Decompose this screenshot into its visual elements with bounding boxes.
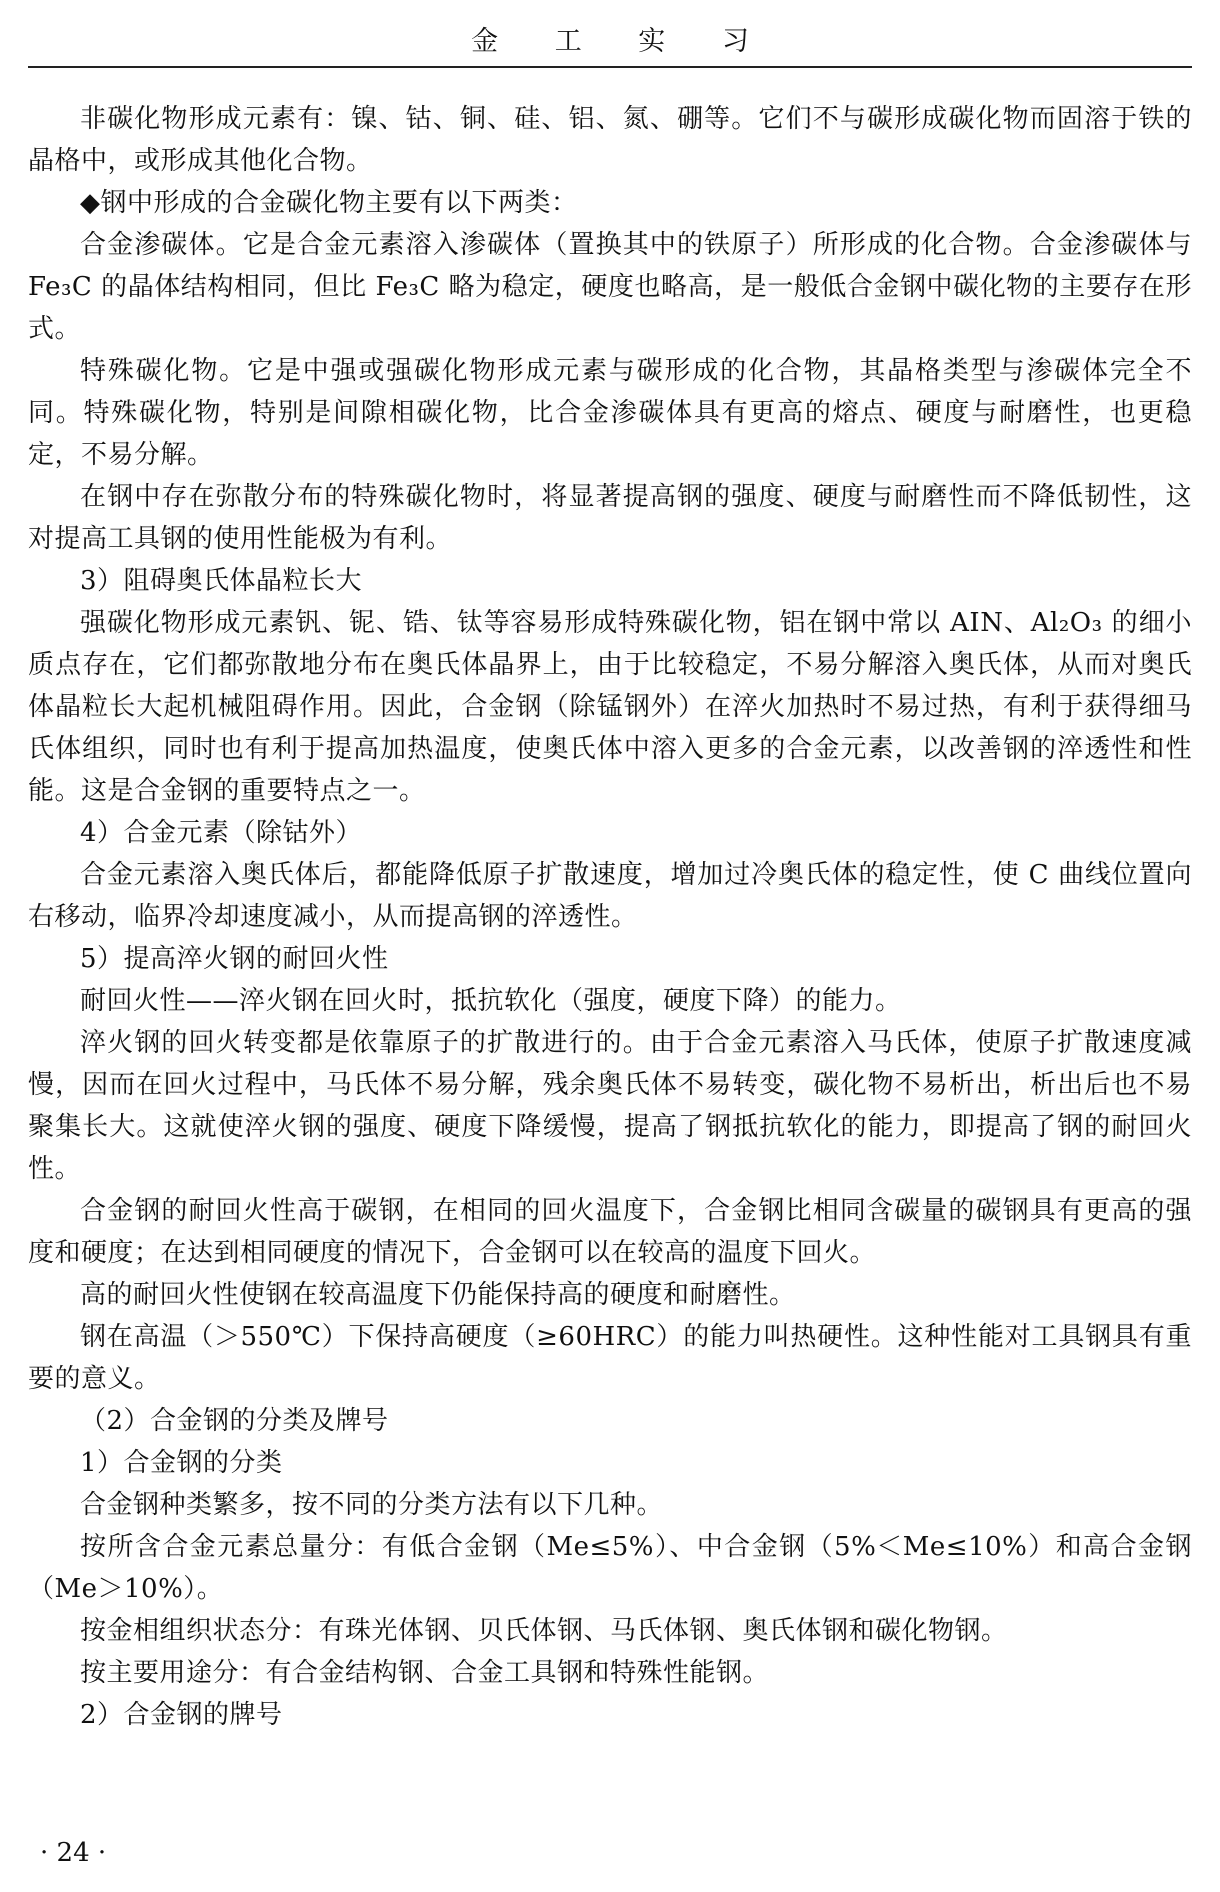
page-body: [28, 98, 1192, 1736]
section-heading: 1）合金钢的分类: [80, 1448, 283, 1478]
page-number: · 24 ·: [40, 1838, 107, 1868]
paragraph: ◆钢中形成的合金碳化物主要有以下两类：: [80, 188, 578, 218]
paragraph: 特殊碳化物。它是中强或强碳化物形成元素与碳形成的化合物，其晶格类型与渗碳体完全不同。特殊碳化物，特别是间隙相碳化物，比合金渗碳体具有更高的熔点、硬度与耐磨性，也更稳定，不易分解。: [28, 356, 1192, 470]
section-heading: （2）合金钢的分类及牌号: [80, 1406, 389, 1436]
paragraph: 合金钢种类繁多，按不同的分类方法有以下几种。: [80, 1490, 664, 1520]
section-heading: 2）合金钢的牌号: [80, 1700, 283, 1730]
section-heading: 3）阻碍奥氏体晶粒长大: [80, 566, 363, 596]
header-title: 金 工 实 习: [471, 26, 773, 57]
paragraph: 合金元素溶入奥氏体后，都能降低原子扩散速度，增加过冷奥氏体的稳定性，使 C 曲线位置向右移动，临界冷却速度减小，从而提高钢的淬透性。: [28, 860, 1192, 932]
paragraph: 按所含合金元素总量分：有低合金钢（Me≤5%）、中合金钢（5%＜Me≤10%）和高合金钢（Me＞10%）。: [28, 1532, 1192, 1604]
paragraph: 非碳化物形成元素有：镍、钴、铜、硅、铝、氮、硼等。它们不与碳形成碳化物而固溶于铁的晶格中，或形成其他化合物。: [28, 104, 1192, 176]
paragraph: 淬火钢的回火转变都是依靠原子的扩散进行的。由于合金元素溶入马氏体，使原子扩散速度减慢，因而在回火过程中，马氏体不易分解，残余奥氏体不易转变，碳化物不易析出，析出后也不易聚集长大。这就使淬火钢的强度、硬度下降缓慢，提高了钢抵抗软化的能力，即提高了钢的耐回火性。: [28, 1028, 1192, 1184]
paragraph: 按金相组织状态分：有珠光体钢、贝氏体钢、马氏体钢、奥氏体钢和碳化物钢。: [80, 1616, 1008, 1646]
paragraph: 钢在高温（＞550℃）下保持高硬度（≥60HRC）的能力叫热硬性。这种性能对工具钢具有重要的意义。: [28, 1322, 1192, 1394]
paragraph: 合金钢的耐回火性高于碳钢，在相同的回火温度下，合金钢比相同含碳量的碳钢具有更高的强度和硬度；在达到相同硬度的情况下，合金钢可以在较高的温度下回火。: [28, 1196, 1192, 1268]
paragraph: 合金渗碳体。它是合金元素溶入渗碳体（置换其中的铁原子）所形成的化合物。合金渗碳体与 Fe₃C 的晶体结构相同，但比 Fe₃C 略为稳定，硬度也略高，是一般低合金钢中碳化物的主要存在形式。: [28, 230, 1192, 344]
running-header: [28, 18, 1192, 68]
section-heading: 4）合金元素（除钴外）: [80, 818, 363, 848]
section-heading: 5）提高淬火钢的耐回火性: [80, 944, 389, 974]
paragraph: 高的耐回火性使钢在较高温度下仍能保持高的硬度和耐磨性。: [80, 1280, 796, 1310]
paragraph: 在钢中存在弥散分布的特殊碳化物时，将显著提高钢的强度、硬度与耐磨性而不降低韧性，这对提高工具钢的使用性能极为有利。: [28, 482, 1192, 554]
paragraph: 强碳化物形成元素钒、铌、锆、钛等容易形成特殊碳化物，铝在钢中常以 AIN、Al₂O₃ 的细小质点存在，它们都弥散地分布在奥氏体晶界上，由于比较稳定，不易分解溶入奥氏体，从而对奥氏体晶粒长大起机械阻碍作用。因此，合金钢（除锰钢外）在淬火加热时不易过热，有利于获得细马氏体组织，同时也有利于提高加热温度，使奥氏体中溶入更多的合金元素，以改善钢的淬透性和性能。这是合金钢的重要特点之一。: [28, 608, 1192, 806]
paragraph: 耐回火性——淬火钢在回火时，抵抗软化（强度，硬度下降）的能力。: [80, 986, 902, 1016]
paragraph: 按主要用途分：有合金结构钢、合金工具钢和特殊性能钢。: [80, 1658, 770, 1688]
